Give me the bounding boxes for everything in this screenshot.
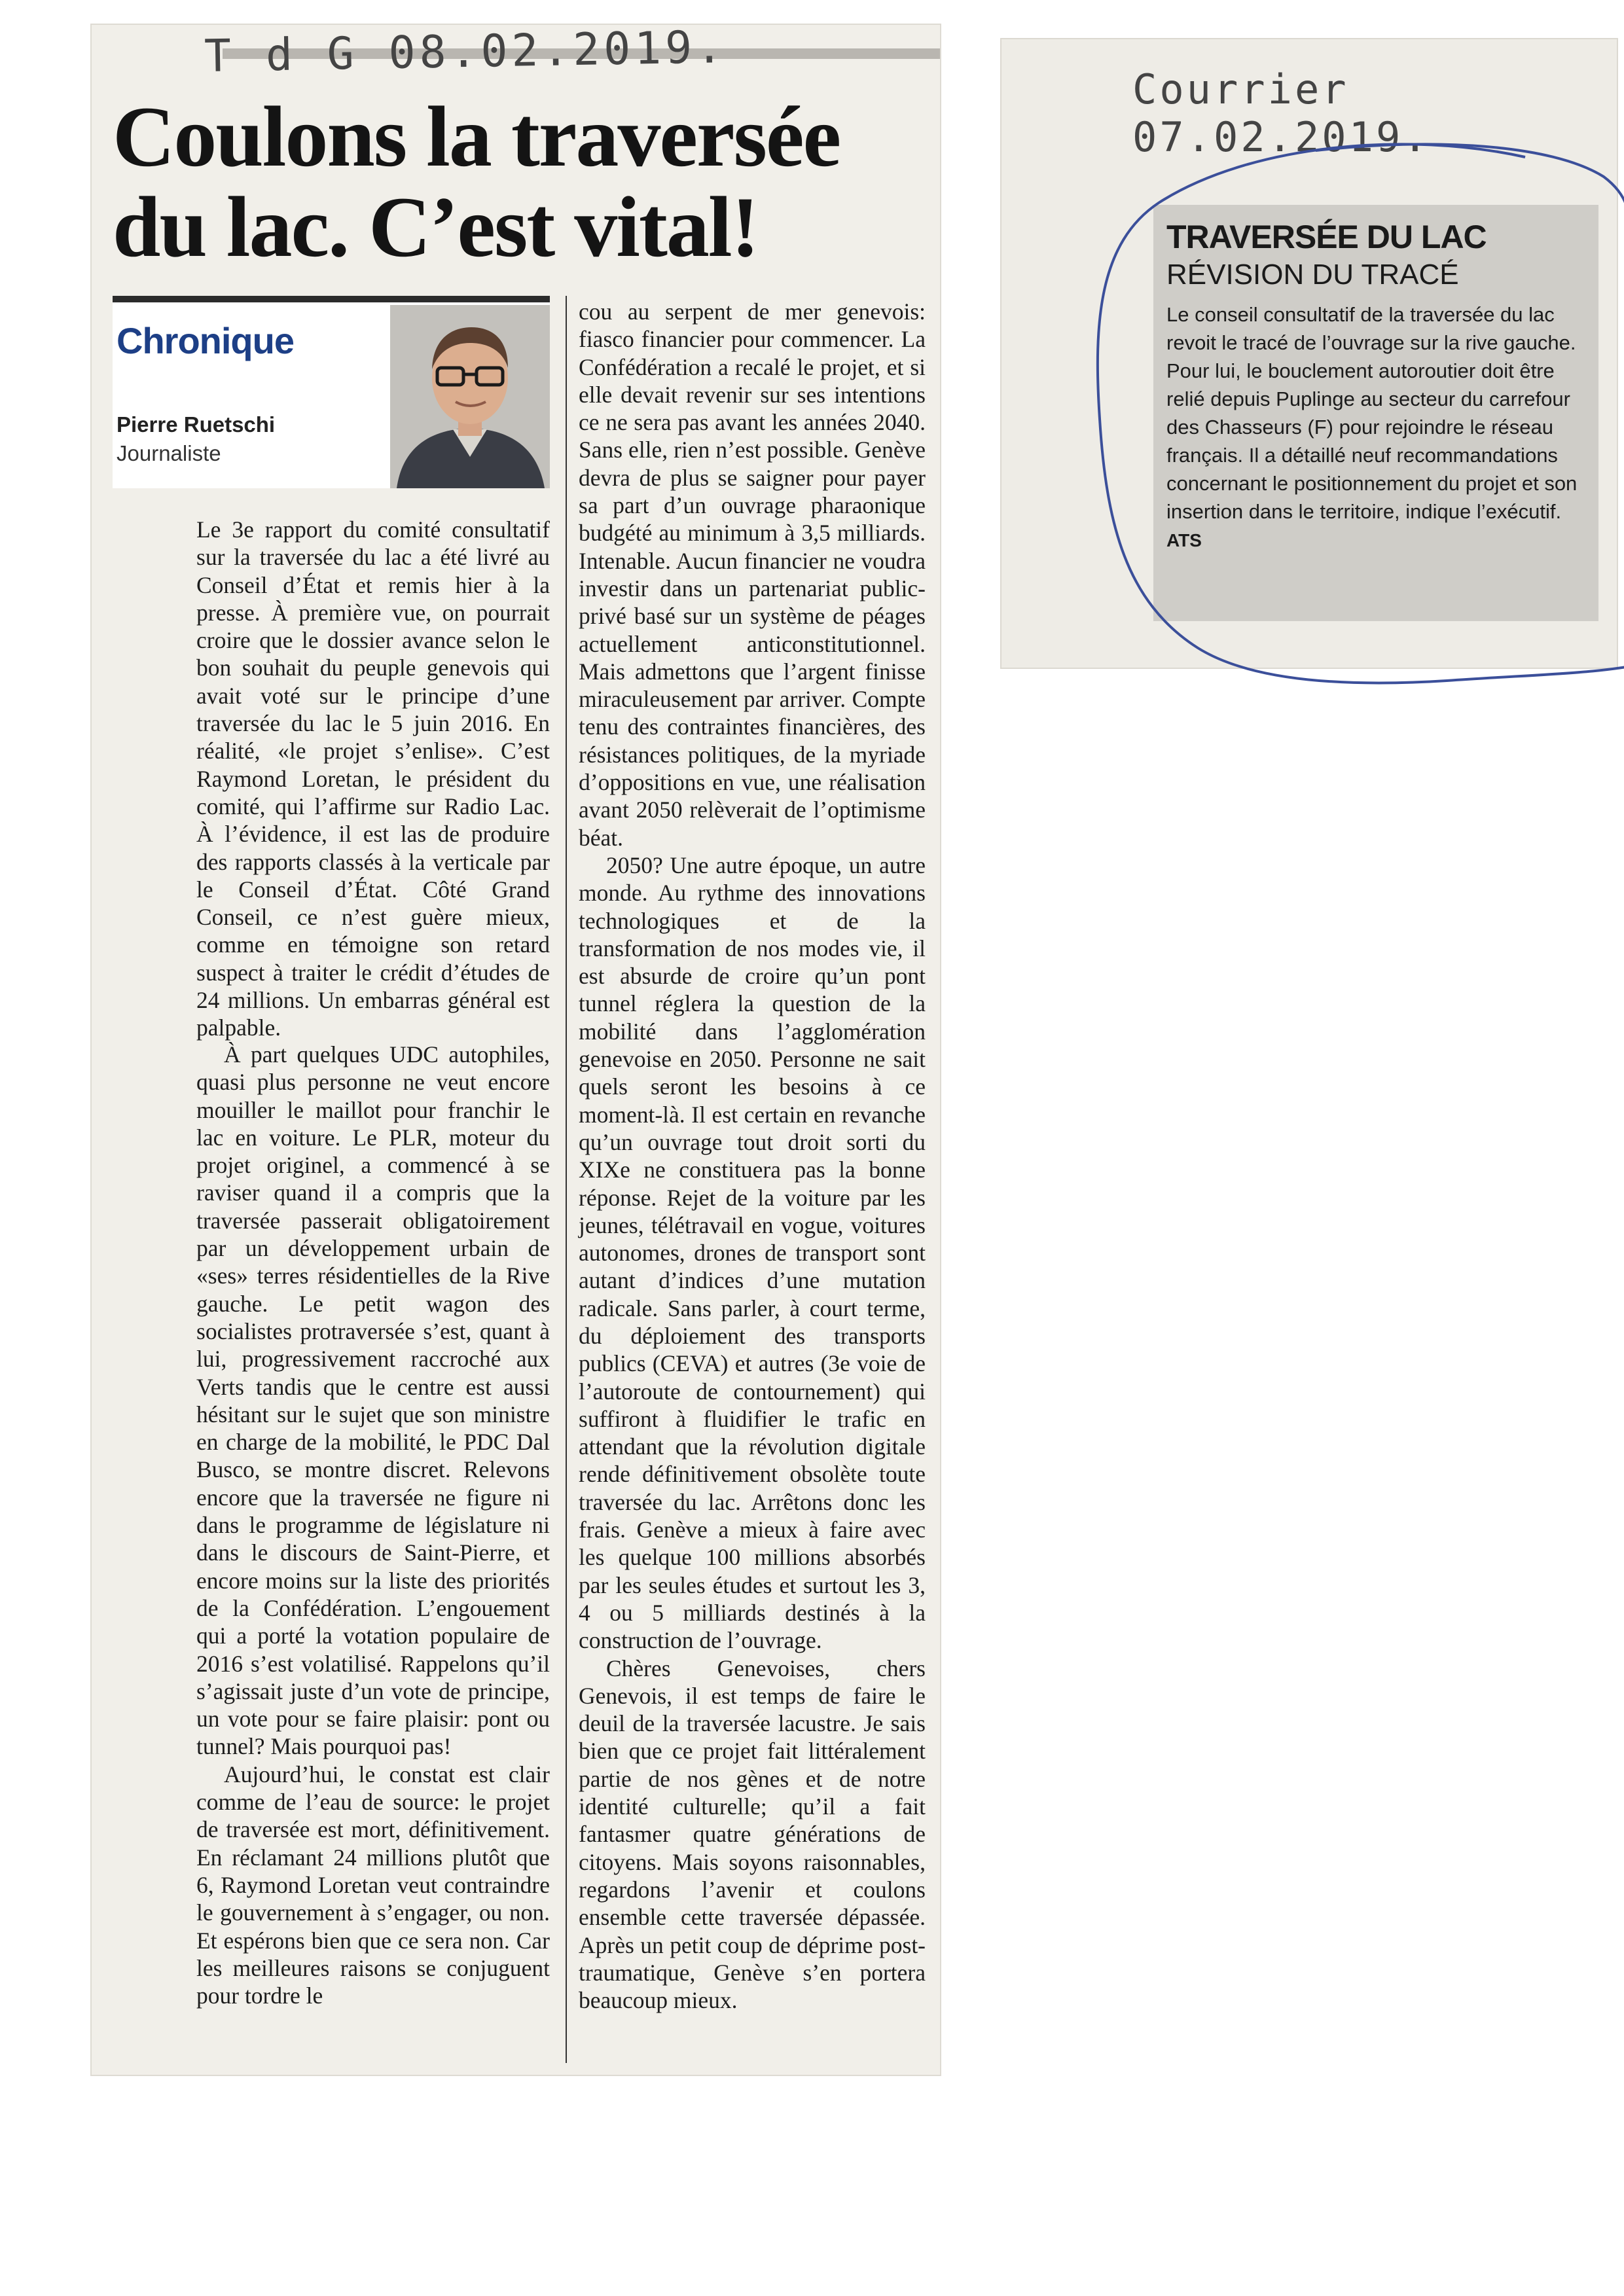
headline: Coulons la traversée du lac. C’est vital! [113,88,840,275]
paragraph: À part quelques UDC autophiles, quasi plus personne ne veut encore mouiller le maillot pour franchir le lac en voiture. Le PLR, moteur du projet originel, a commencé à se raviser quand il a compris que la traversée passerait obligatoirement par un développement urbain de «ses» terres résidentielles de la Rive gauche. Le petit wagon des socialistes protraversée s’est, quant à lui, progressivement raccroché aux Verts tandis que le centre est aussi hésitant sur le sujet que son ministre en charge de la mobilité, le PDC Dal Busco, se montre discret. Relevons encore que la traversée ne figure ni dans le programme de législature ni dans le discours de Saint-Pierre, et encore moins sur la liste des priorités de la Confédération. L’engouement qui a porté la votation populaire de 2016 s’est volatilisé. Rappelons qu’il s’agissait juste d’un vote de principe, un vote pour se faire plaisir: pont ou tunnel? Mais pourquoi pas! [196,1041,550,1760]
paragraph: Aujourd’hui, le constat est clair comme de l’eau de source: le projet de traversée est mort, définitivement. En réclamant 24 millions plutôt que 6, Raymond Loretan veut contraindre le gouvernement à s’engager, ou non. Et espérons bien que ce sera non. Car les meilleures raisons se conjuguent pour tordre le [196,1761,550,2009]
brief-credit: ATS [1166,530,1202,550]
byline-box [113,296,550,488]
byline-rule [113,296,550,302]
article-column-b [579,298,926,2014]
author-name: Pierre Ruetschi [117,412,276,437]
brief-body: Le conseil consultatif de la traversée du lac revoit le tracé de l’ouvrage sur la rive gauche. Pour lui, le bouclement autoroutier doit être relié depuis Puplinge au secteur du carrefour des Chasseurs (F) pour rejoindre le réseau français. Il a détaillé neuf recommandations concernant le positionnement du projet et son insertion dans le territoire, indique l’exécutif. [1166,303,1578,523]
column-divider [566,296,567,2063]
author-role: Journaliste [117,441,221,465]
right-clipping [1001,39,1617,668]
handwritten-date-left: T d G 08.02.2019. [204,22,727,82]
paragraph: Le 3e rapport du comité consultatif sur la traversée du lac a été livré au Conseil d’État et remis hier à la presse. À première vue, on pourrait croire que le dossier avance selon le bon souhait du peuple genevois qui avait voté sur le principe d’une traversée du lac le 5 juin 2016. En réalité, «le projet s’enlise». C’est Raymond Loretan, le président du comité, qui l’affirme sur Radio Lac. À l’évidence, il est las de produire des rapports classés à la verticale par le Conseil d’État. Côté Grand Conseil, ce n’est guère mieux, comme en témoigne son retard suspect à traiter le crédit d’études de 24 millions. Un embarras général est palpable. [196,516,550,1041]
brief-subtitle: RÉVISION DU TRACÉ [1166,259,1459,291]
paragraph: 2050? Une autre époque, un autre monde. Au rythme des innovations technologiques et de la transformation de nos modes vie, il est absurde de croire qu’un pont tunnel réglera la question de la mobilité dans l’agglomération genevoise en 2050. Personne ne sait quels seront les besoins à ce moment-là. Il est certain en revanche qu’un ouvrage tout droit sorti du XIXe ne constituera pas la bonne réponse. Rejet de la voiture par les jeunes, télétravail en vogue, voitures autonomes, drones de transport sont autant d’indices d’une mutation radicale. Sans parler, à court terme, du déploiement des transports publics (CEVA) et autres (3e voie de l’autoroute de contournement) qui suffiront à fluidifier le trafic en attendant que la révolution digitale rende définitivement obsolète toute traversée du lac. Arrêtons donc les frais. Genève a mieux à faire avec les quelque 100 millions absorbés par les seules études et surtout les 3, 4 ou 5 milliards destinés à la construction de l’ouvrage. [579,852,926,1654]
rubric-label: Chronique [117,320,294,361]
portrait-photo-icon [390,305,550,488]
paragraph: cou au serpent de mer genevois: fiasco financier pour commencer. La Confédération a recalé le projet, et si elle devait revenir sur ses intentions ce ne sera pas avant les années 2040. Sans elle, rien n’est possible. Genève devra de plus se saigner pour payer sa part d’un ouvrage pharaonique budgété au minimum à 3,5 milliards. Intenable. Aucun financier ne voudra investir dans un partenariat public-privé basé sur un système de péages actuellement anticonstitutionnel. Mais admettons que l’argent finisse miraculeusement par arriver. Compte tenu des contraintes financières, des résistances politiques, de la myriade d’oppositions en vue, une réalisation avant 2050 relèverait de l’optimisme béat. [579,298,926,851]
article-column-a-top [196,516,550,1042]
brief-title: TRAVERSÉE DU LAC [1166,219,1487,255]
hand-drawn-circle-icon [1041,105,1624,707]
handwritten-date-right: Courrier 07.02.2019. [1132,65,1430,161]
paragraph: Chères Genevoises, chers Genevois, il est temps de faire le deuil de la traversée lacustre. Je sais bien que ce projet fait littéralement partie de nos gènes et de notre identité culturelle; qu’il a fait fantasmer quatre générations de citoyens. Mais soyons raisonnables, regardons l’avenir et coulons ensemble cette traversée dépassée. Après un petit coup de déprime post-traumatique, Genève s’en portera beaucoup mieux. [579,1655,926,2014]
article-column-a-bottom [196,1041,550,2009]
